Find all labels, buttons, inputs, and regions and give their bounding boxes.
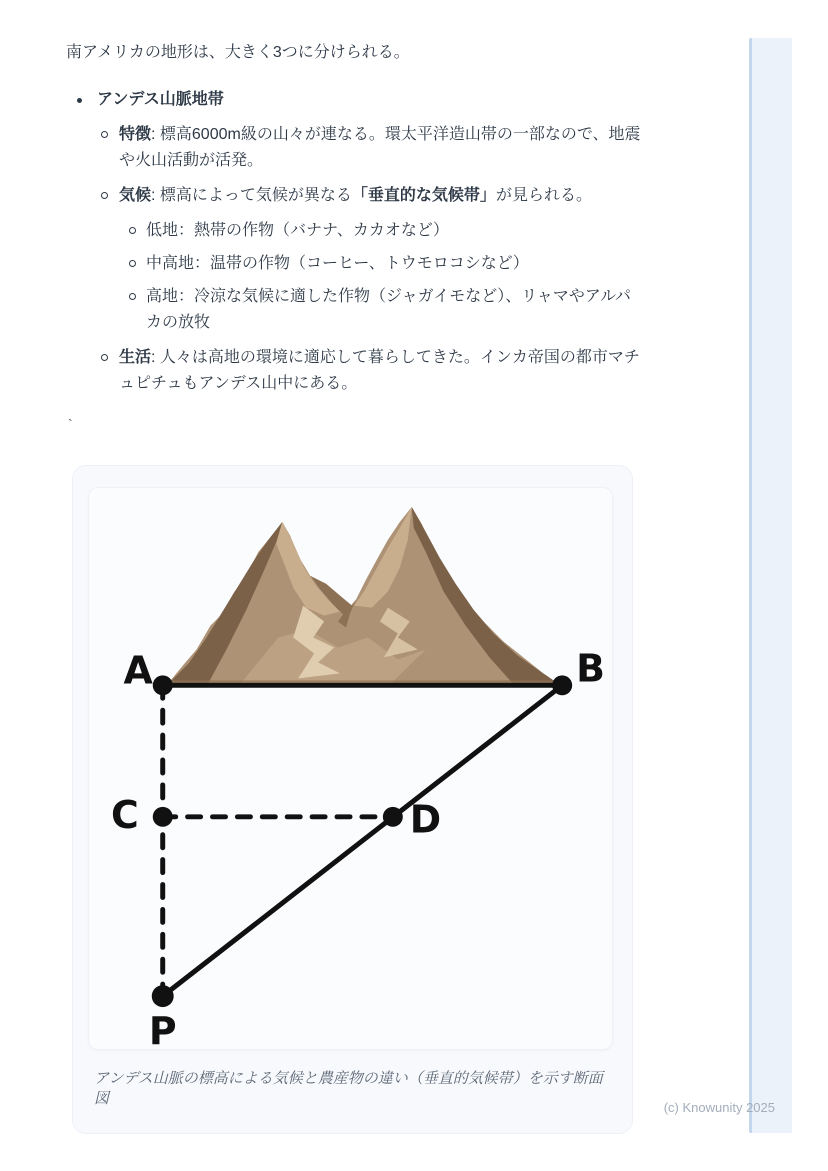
list-item-life — [97, 345, 642, 397]
label-b: B — [576, 646, 605, 691]
feature-text: : 標高6000m級の山々が連なる。環太平洋造山帯の一部なので、地震や火山活動が活発。 — [119, 126, 641, 169]
list-item-lowland — [119, 218, 642, 244]
climate-highlight: 「垂直的な気候帯」 — [351, 187, 496, 204]
point-c — [153, 807, 173, 827]
list-item-highland — [119, 284, 642, 336]
bullet-circle-icon — [119, 284, 146, 310]
climate-text-after: が見られる。 — [495, 187, 592, 204]
andes-sublist — [97, 122, 642, 397]
list-item-climate — [97, 183, 642, 336]
label-d: D — [409, 797, 442, 842]
midland-text: 中高地：温帯の作物（コーヒー、トウモロコシなど） — [146, 255, 529, 272]
feature-label: 特徴 — [119, 126, 152, 143]
bullet-disc-icon — [66, 87, 97, 113]
list-item-feature — [97, 122, 642, 174]
cross-section-diagram — [88, 487, 613, 1050]
bullet-circle-icon — [119, 251, 146, 277]
bullet-circle-icon — [97, 122, 119, 148]
bullet-circle-icon — [97, 183, 119, 209]
highland-text: 高地：冷涼な気候に適した作物（ジャガイモなど）、リャマやアルパカの放牧 — [146, 288, 631, 331]
bullet-circle-icon — [97, 345, 119, 371]
line-b-p — [163, 685, 562, 996]
copyright-text: (c) Knowunity 2025 — [663, 1100, 775, 1115]
list-item-andes — [66, 87, 642, 397]
section-lines — [163, 685, 562, 996]
point-a — [153, 675, 173, 695]
bullet-circle-icon — [119, 218, 146, 244]
topic-list — [66, 87, 642, 397]
point-b — [552, 675, 572, 695]
andes-title: アンデス山脈地帯 — [97, 91, 224, 108]
stray-backtick: ` — [68, 416, 73, 432]
intro-paragraph: 南アメリカの地形は、大きく3つに分けられる。 — [66, 44, 410, 61]
mountain-illustration — [166, 507, 562, 686]
climate-label: 気候 — [119, 187, 152, 204]
figure-card — [72, 465, 633, 1134]
label-a: A — [123, 648, 153, 693]
figure-caption: アンデス山脈の標高による気候と農産物の違い（垂直的気候帯）を示す断面図 — [94, 1070, 603, 1107]
lowland-text: 低地：熱帯の作物（バナナ、カカオなど） — [146, 222, 449, 239]
climate-text-before: : 標高によって気候が異なる — [151, 187, 352, 204]
page-edge-bar — [749, 38, 792, 1133]
label-c: C — [111, 792, 139, 837]
life-text: : 人々は高地の環境に適応して暮らしてきた。インカ帝国の都市マチュピチュもアンデス山中にある。 — [119, 349, 640, 392]
point-d — [383, 807, 403, 827]
climate-zone-list — [119, 218, 642, 336]
life-label: 生活 — [119, 349, 152, 366]
list-item-midland — [119, 251, 642, 277]
diagram-svg — [89, 488, 612, 1049]
note-content — [66, 40, 642, 1134]
point-p — [152, 985, 174, 1007]
label-p: P — [148, 1008, 177, 1049]
